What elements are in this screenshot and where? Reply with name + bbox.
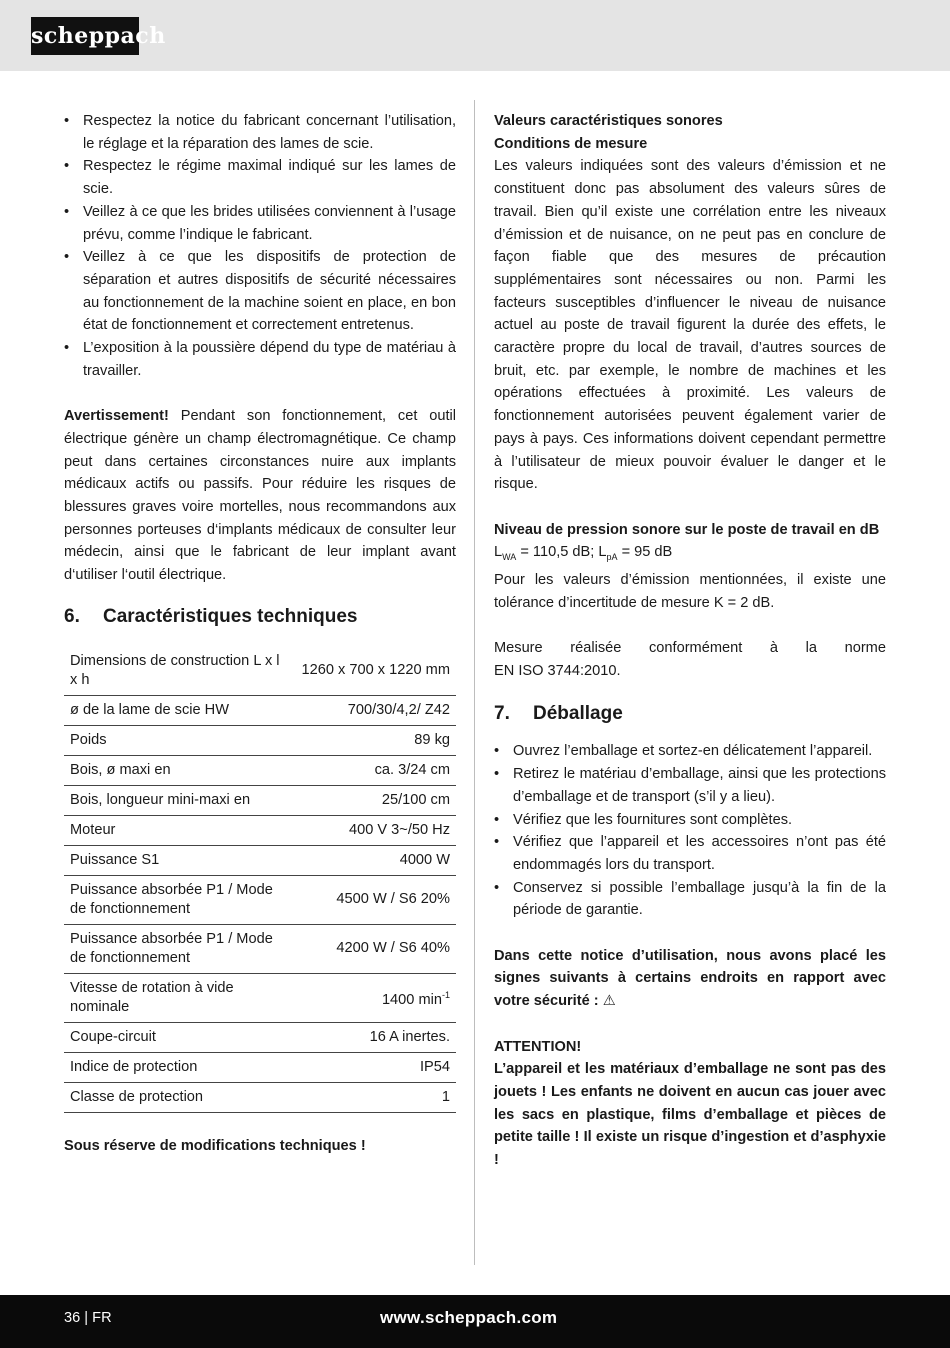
- list-item: • L’exposition à la poussière dépend du type de matériau à travailler.: [64, 337, 456, 382]
- spec-row: [64, 1022, 456, 1052]
- spec-label: Puissance S1: [64, 845, 296, 875]
- unpacking-bullet-list: [494, 740, 886, 922]
- spec-label: Vitesse de rotation à vide nominale: [64, 973, 296, 1022]
- spec-value: 700/30/4,2/ Z42: [296, 695, 456, 725]
- warning-text: Pendant son fonctionnement, cet outil électrique génère un champ électromagnétique. Ce champ peut dans certaines circonstances nuire aux implants médicaux actifs ou passifs. Pour réduire les risques de blessures graves voire mortelles, nous recommandons aux personnes porteuses d‘implants médicaux de consulter leur médecin, ainsi que le fabricant de leur implant avant d‘utiliser l‘outil électrique.: [64, 408, 456, 584]
- warning-label: Avertissement!: [64, 408, 169, 425]
- page-number: 36 | FR: [64, 1310, 112, 1326]
- spec-value: 89 kg: [296, 725, 456, 755]
- spec-value: 16 A inertes.: [296, 1022, 456, 1052]
- section-number: 6.: [64, 605, 80, 627]
- column-divider: [474, 100, 475, 1265]
- spec-value: 1260 x 700 x 1220 mm: [296, 647, 456, 696]
- spec-value: 25/100 cm: [296, 785, 456, 815]
- spec-value: 400 V 3~/50 Hz: [296, 815, 456, 845]
- header-bar: [0, 0, 950, 71]
- list-item: • Ouvrez l’emballage et sortez-en délicatement l’appareil.: [494, 740, 886, 763]
- list-item: • Conservez si possible l’emballage jusqu’à la fin de la période de garantie.: [494, 877, 886, 922]
- section-heading-unpacking: [494, 696, 886, 732]
- list-item: • Veillez à ce que les dispositifs de protection de séparation et autres dispositifs de sécurité nécessaires au fonctionnement de la machine soient en place, en bon état de fonctionnement et correctement entretenus.: [64, 246, 456, 337]
- section-title: Déballage: [533, 703, 623, 725]
- spec-row: [64, 1082, 456, 1112]
- spec-row: [64, 1052, 456, 1082]
- measure-line: Mesure réalisée conformément à la norme: [494, 640, 886, 657]
- spec-row: [64, 725, 456, 755]
- right-column: [494, 110, 886, 1172]
- spec-value: ca. 3/24 cm: [296, 755, 456, 785]
- spec-label: Moteur: [64, 815, 296, 845]
- list-item: • Veillez à ce que les brides utilisées conviennent à l’usage prévu, comme l’indique le fabricant.: [64, 201, 456, 246]
- scheppach-logo: scheppach: [31, 17, 139, 55]
- sound-levels: $L_{WA} = 110,5$ dB; $L_{pA} = 95$ dB: [494, 544, 673, 563]
- conditions-title: Conditions de mesure: [494, 135, 648, 152]
- spec-value: IP54: [296, 1052, 456, 1082]
- spec-row: [64, 845, 456, 875]
- spec-label: Coupe-circuit: [64, 1022, 296, 1052]
- spec-label: Bois, longueur mini-maxi en: [64, 785, 296, 815]
- spec-label: ø de la lame de scie HW: [64, 695, 296, 725]
- list-item: • Respectez la notice du fabricant concernant l’utilisation, le réglage et la réparation des lames de scie.: [64, 110, 456, 155]
- spec-row: [64, 755, 456, 785]
- safety-bullet-list: [64, 110, 456, 382]
- spec-label: Indice de protection: [64, 1052, 296, 1082]
- spec-label: Bois, ø maxi en: [64, 755, 296, 785]
- section-number: 7.: [494, 703, 510, 725]
- spec-value: 4200 W / S6 40%: [296, 924, 456, 973]
- section-heading-technical: [64, 599, 456, 635]
- signs-paragraph: Dans cette notice d’utilisation, nous avons placé les signes suivants à certains endroits en rapport avec votre sécurité : ⚠: [494, 947, 886, 1010]
- list-item: • Respectez le régime maximal indiqué sur les lames de scie.: [64, 155, 456, 200]
- spec-row: [64, 924, 456, 973]
- reserve-note: Sous réserve de modifications techniques !: [64, 1137, 366, 1154]
- website-link[interactable]: www.scheppach.com: [380, 1308, 558, 1327]
- tolerance-paragraph: Pour les valeurs d’émission mentionnées, il existe une tolérance d’incertitude de mesure K = 2 dB.: [494, 571, 886, 611]
- spec-label: Classe de protection: [64, 1082, 296, 1112]
- sound-paragraph: Les valeurs indiquées sont des valeurs d’émission et ne constituent donc pas absolument des valeurs sûres de travail. Bien qu’il existe une corrélation entre les niveaux d’émission et de nuisance, on ne peut pas en conclure de façon fiable que des mesures de précaution supplémentaires sont nécessaires ou non. Parmi les facteurs susceptibles d’influencer le niveau de nuisance actuel au poste de travail figurent la durée des effets, le caractère propre du local de travail, d’autres sources de bruit, etc. par exemple, le nombre de machines et les opérations effectuées à proximité. Les valeurs de fonctionnement autorisées peuvent également varier de pays à pays. Ces informations doivent cependant permettre à l’utilisateur de mieux pouvoir évaluer le danger et le risque.: [494, 158, 886, 493]
- spec-value: 4500 W / S6 20%: [296, 875, 456, 924]
- spec-label: Puissance absorbée P1 / Mode de fonctionnement: [64, 924, 296, 973]
- spec-table: [64, 647, 456, 1113]
- spec-row: [64, 973, 456, 1022]
- spec-label: Poids: [64, 725, 296, 755]
- measure-norm: EN ISO 3744:2010.: [494, 662, 621, 679]
- spec-row: [64, 695, 456, 725]
- spec-row: [64, 875, 456, 924]
- spec-row: [64, 785, 456, 815]
- warning-triangle-icon: ⚠: [602, 993, 616, 1010]
- pressure-title: Niveau de pression sonore sur le poste de travail en dB: [494, 521, 880, 538]
- left-column: [64, 110, 456, 1157]
- spec-value: 1: [296, 1082, 456, 1112]
- spec-row: [64, 647, 456, 696]
- spec-value: 1400 $\min^{-1}$: [296, 973, 456, 1022]
- attention-label: ATTENTION!: [494, 1038, 582, 1055]
- spec-label: Dimensions de construction L x l x h: [64, 647, 296, 696]
- list-item: • Retirez le matériau d’emballage, ainsi que les protections d’emballage et de transport (s’il y a lieu).: [494, 763, 886, 808]
- list-item: • Vérifiez que les fournitures sont complètes.: [494, 809, 886, 832]
- spec-row: [64, 815, 456, 845]
- spec-label: Puissance absorbée P1 / Mode de fonctionnement: [64, 875, 296, 924]
- spec-value: 4000 W: [296, 845, 456, 875]
- section-title: Caractéristiques techniques: [103, 605, 358, 627]
- footer-bar: [0, 1295, 950, 1348]
- attention-text: L’appareil et les matériaux d’emballage ne sont pas des jouets ! Les enfants ne doivent en aucun cas jouer avec les sacs en plastique, films d’emballage et pièces de petite taille ! Il existe un risque d’ingestion et d’asphyxie !: [494, 1061, 886, 1169]
- emf-warning-paragraph: [64, 405, 456, 587]
- sound-values-title: Valeurs caractéristiques sonores: [494, 113, 723, 129]
- list-item: • Vérifiez que l’appareil et les accessoires n’ont pas été endommagés lors du transport.: [494, 831, 886, 876]
